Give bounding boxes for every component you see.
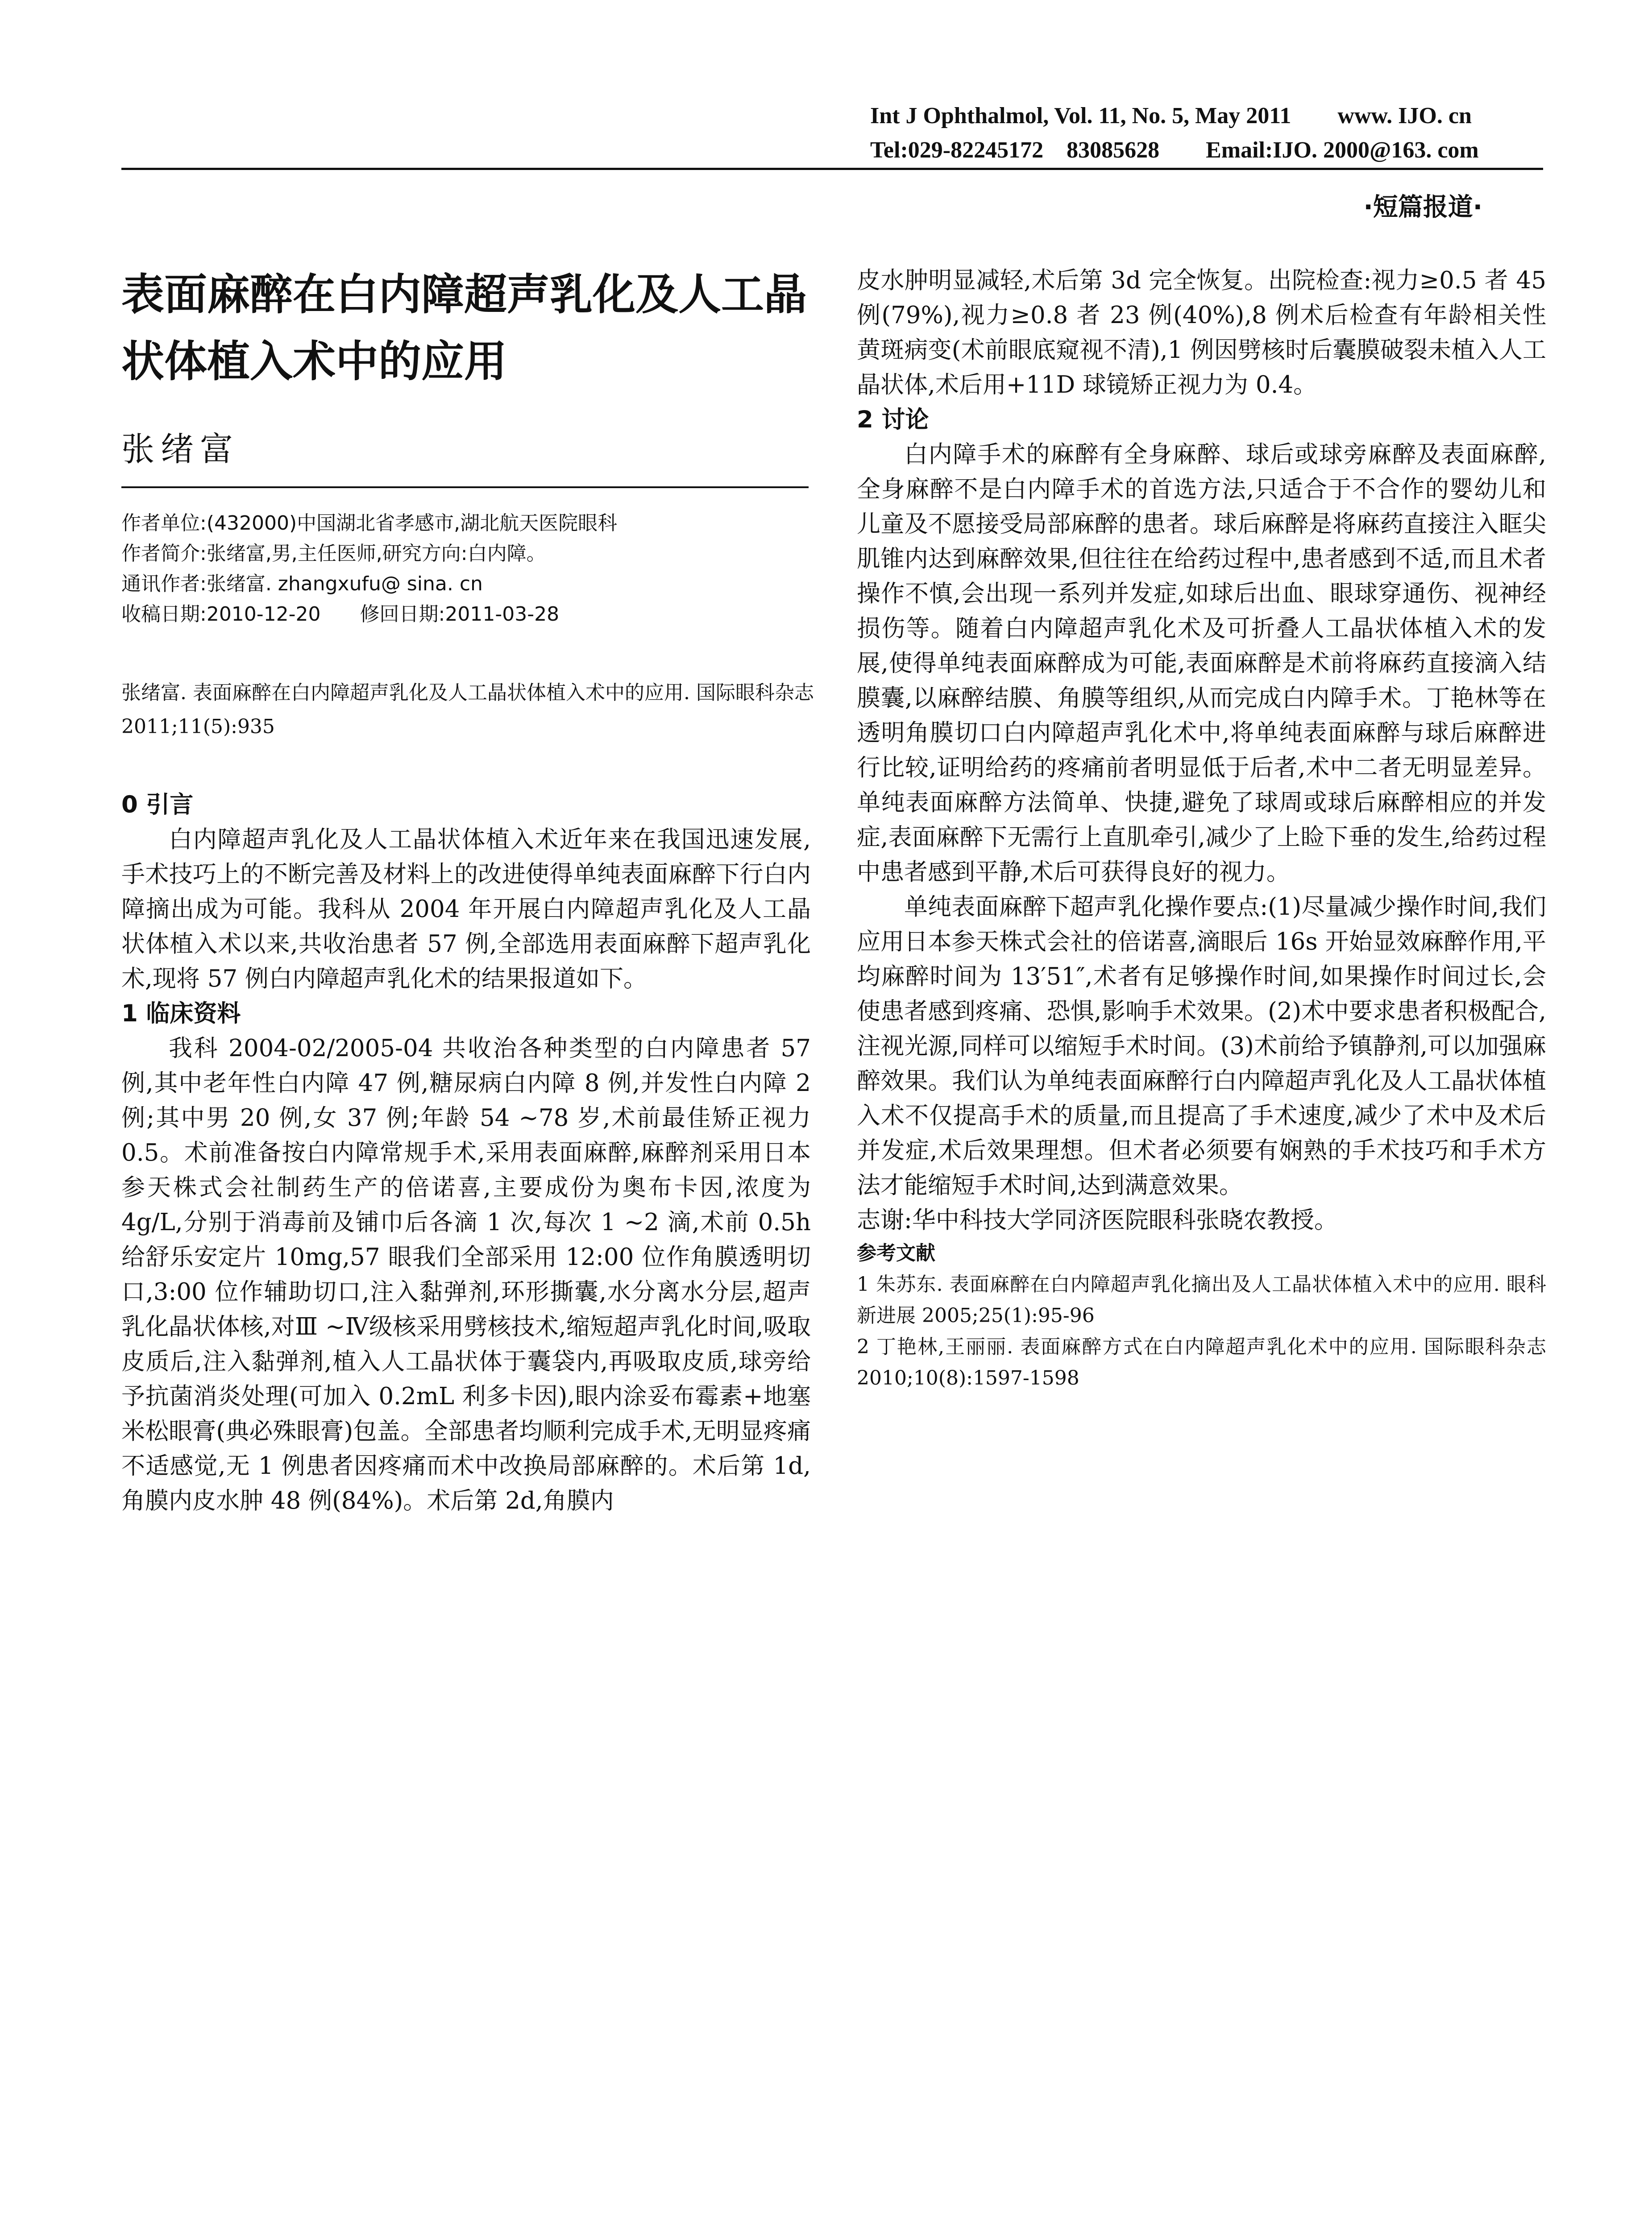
discussion-paragraph-2: 单纯表面麻醉下超声乳化操作要点:(1)尽量减少操作时间,我们应用日本参天株式会社的倍诺喜,滴眼后 16s 开始显效麻醉作用,平均麻醉时间为 13′51″,术者有足够操作时间,如果操作时间过长,会使患者感到疼痛、恐惧,影响手术效果。(2)术中要求患者积极配合,注视光源,同样可以缩短手术时间。(3)术前给予镇静剂,可以加强麻醉效果。我们认为单纯表面麻醉行白内障超声乳化及人工晶状体植入术不仅提高手术的质量,而且提高了手术速度,减少了术中及术后并发症,术后效果理想。但术者必须要有娴熟的手术技巧和手术方法才能缩短手术时间,达到满意效果。: [857, 893, 1546, 1199]
clinical-paragraph: 我科 2004-02/2005-04 共收治各种类型的白内障患者 57 例,其中老年性白内障 47 例,糖尿病白内障 8 例,并发性白内障 2 例;其中男 20 例,女 37 例;年龄 54 ~78 岁,术前最佳矫正视力 0.5。术前准备按白内障常规手术,采用表面麻醉,麻醉剂采用日本参天株式会社制药生产的倍诺喜,主要成份为奥布卡因,浓度为 4g/L,分别于消毒前及铺巾后各滴 1 次,每次 1 ~2 滴,术前 0.5h 给舒乐安定片 10mg,57 眼我们全部采用 12:00 位作角膜透明切口,3:00 位作辅助切口,注入黏弹剂,环形撕囊,水分离水分层,超声乳化晶状体核,对Ⅲ ~Ⅳ级核采用劈核技术,缩短超声乳化时间,吸取皮质后,注入黏弹剂,植入人工晶状体于囊袋内,再吸取皮质,球旁给予抗菌消炎处理(可加入 0.2mL 利多卡因),眼内涂妥布霉素+地塞米松眼膏(典必殊眼膏)包盖。全部患者均顺利完成手术,无明显疼痛不适感觉,无 1 例患者因疼痛而术中改换局部麻醉的。术后第 1d,角膜内皮水肿 48 例(84%)。术后第 2d,角膜内: [121, 1035, 811, 1514]
citation: 张绪富. 表面麻醉在白内障超声乳化及人工晶状体植入术中的应用. 国际眼科杂志 2011;11(5):935: [121, 681, 814, 738]
left-column: [121, 788, 811, 1518]
reference-item: 1 朱苏东. 表面麻醉在白内障超声乳化摘出及人工晶状体植入术中的应用. 眼科新进展 2005;25(1):95-96: [857, 1273, 1546, 1327]
article-title: 表面麻醉在白内障超声乳化及人工晶状体植入术中的应用: [121, 270, 807, 386]
journal-header-line2: Tel:029-82245172 83085628 Email:IJO. 2000@163. com: [870, 137, 1479, 163]
results-continuation: 皮水肿明显减轻,术后第 3d 完全恢复。出院检查:视力≥0.5 者 45 例(79%),视力≥0.8 者 23 例(40%),8 例术后检查有年龄相关性黄斑病变(术前眼底窥视不清),1 例因劈核时后囊膜破裂未植入人工晶状体,术后用+11D 球镜矫正视力为 0.4。: [857, 267, 1546, 398]
author-name: 张绪富: [121, 430, 239, 469]
discussion-heading: 2 讨论: [857, 406, 929, 433]
section-tag: ·短篇报道·: [1363, 193, 1482, 222]
discussion-paragraph-1: 白内障手术的麻醉有全身麻醉、球后或球旁麻醉及表面麻醉,全身麻醉不是白内障手术的首选方法,只适合于不合作的婴幼儿和儿童及不愿接受局部麻醉的患者。球后麻醉是将麻药直接注入眶尖肌锥内达到麻醉效果,但往往在给药过程中,患者感到不适,而且术者操作不慎,会出现一系列并发症,如球后出血、眼球穿通伤、视神经损伤等。随着白内障超声乳化术及可折叠人工晶状体植入术的发展,使得单纯表面麻醉成为可能,表面麻醉是术前将麻药直接滴入结膜囊,以麻醉结膜、角膜等组织,从而完成白内障手术。丁艳林等在透明角膜切口白内障超声乳化术中,将单纯表面麻醉与球后麻醉进行比较,证明给药的疼痛前者明显低于后者,术中二者无明显差异。单纯表面麻醉方法简单、快捷,避免了球周或球后麻醉相应的并发症,表面麻醉下无需行上直肌牵引,减少了上睑下垂的发生,给药过程中患者感到平静,术后可获得良好的视力。: [857, 441, 1546, 886]
acknowledgement: 志谢:华中科技大学同济医院眼科张晓农教授。: [857, 1207, 1338, 1234]
clinical-heading: 1 临床资料: [121, 1000, 241, 1027]
correspondence: 通讯作者:张绪富. zhangxufu@ sina. cn: [121, 572, 483, 595]
right-column: [857, 263, 1546, 1394]
intro-paragraph: 白内障超声乳化及人工晶状体植入术近年来在我国迅速发展,手术技巧上的不断完善及材料上的改进使得单纯表面麻醉下行白内障摘出成为可能。我科从 2004 年开展白内障超声乳化及人工晶状体植入术以来,共收治患者 57 例,全部选用表面麻醉下超声乳化术,现将 57 例白内障超声乳化术的结果报道如下。: [121, 826, 811, 992]
header-rule: [121, 168, 1543, 170]
journal-header-line1: Int J Ophthalmol, Vol. 11, No. 5, May 2011 www. IJO. cn: [870, 103, 1472, 129]
reference-item: 2 丁艳林,王丽丽. 表面麻醉方式在白内障超声乳化术中的应用. 国际眼科杂志 2010;10(8):1597-1598: [857, 1335, 1546, 1389]
author-bio: 作者简介:张绪富,男,主任医师,研究方向:白内障。: [121, 542, 546, 565]
references-heading: 参考文献: [857, 1242, 935, 1265]
received-dates: 收稿日期:2010-12-20 修回日期:2011-03-28: [121, 603, 560, 626]
title-rule: [121, 486, 809, 488]
intro-heading: 0 引言: [121, 791, 194, 818]
affiliation: 作者单位:(432000)中国湖北省孝感市,湖北航天医院眼科: [121, 512, 618, 535]
